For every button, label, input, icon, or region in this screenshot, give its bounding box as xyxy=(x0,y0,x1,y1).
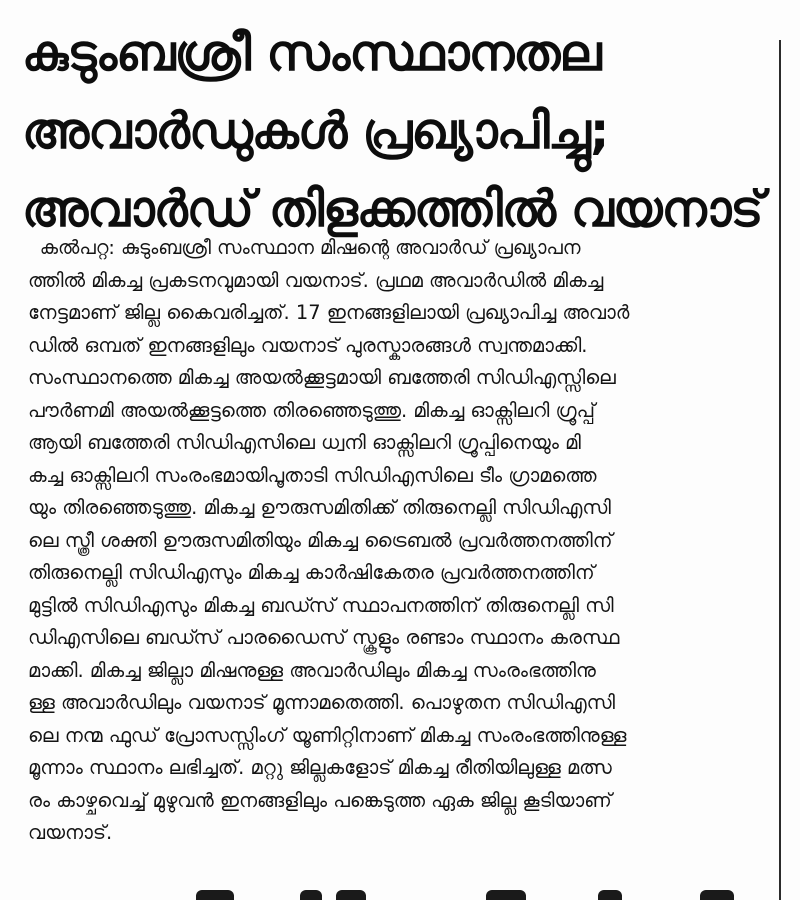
article-line: സംസ്ഥാനത്തെ മികച്ച അയൽക്കൂട്ടമായി ബത്തേരി സിഡിഎസ്സിലെ xyxy=(28,366,616,389)
article-line: യും തിരഞ്ഞെടുത്തു. മികച്ച ഊരുസമിതിക്ക് തിരുനെല്ലി സിഡിഎസി xyxy=(28,496,611,519)
article-line: ത്തിൽ മികച്ച പ്രകടനവുമായി വയനാട്. പ്രഥമ അവാർഡിൽ മികച്ച xyxy=(28,268,604,292)
cropped-glyph-fragment xyxy=(300,890,322,900)
headline-line-3: അവാർഡ് തിളക്കത്തിൽ വയനാട് xyxy=(22,180,763,238)
article-line: തിരുനെല്ലി സിഡിഎസും മികച്ച കാർഷികേതര പ്രവർത്തനത്തിന് xyxy=(28,561,595,584)
article-line: കച്ച ഓക്സിലറി സംരംഭമായിപൂതാടി സിഡിഎസിലെ ടീം ഗ്രാമത്തെ xyxy=(28,463,597,487)
cropped-glyph-fragment xyxy=(700,890,734,900)
article-line: കൽപറ്റ: കുടുംബശ്രീ സംസ്ഥാന മിഷന്റെ അവാർഡ് പ്രഖ്യാപന xyxy=(39,236,581,259)
column-divider-rule xyxy=(779,40,781,900)
article-line: നേട്ടമാണ് ജില്ല കൈവരിച്ചത്. 17 ഇനങ്ങളിലായി പ്രഖ്യാപിച്ച അവാർ xyxy=(28,301,630,324)
article-line: ആയി ബത്തേരി സിഡിഎസിലെ ധ്വനി ഓക്സിലറി ഗ്രൂപ്പിനെയും മി xyxy=(28,431,581,454)
headline-line-1: കുടുംബശ്രീ സംസ്ഥാനതല xyxy=(22,24,601,82)
headline-line-2: അവാർഡുകൾ പ്രഖ്യാപിച്ചു; xyxy=(22,102,609,160)
article-line: ഡിഎസിലെ ബഡ്സ് പാരഡൈസ് സ്കൂളും രണ്ടാം സ്ഥാനം കരസ്ഥ xyxy=(28,626,620,649)
cropped-glyph-fragment xyxy=(196,890,234,900)
article-line: ലെ നന്മ ഫുഡ് പ്രോസസ്സിംഗ് യൂണിറ്റിനാണ് മികച്ച സംരംഭത്തിനുള്ള xyxy=(28,723,627,747)
article-line: മാക്കി. മികച്ച ജില്ലാ മിഷനുള്ള അവാർഡിലും മികച്ച സംരംഭത്തിനു xyxy=(28,658,596,682)
article-line: ഡിൽ ഒമ്പത് ഇനങ്ങളിലും വയനാട് പുരസ്കാരങ്ങൾ സ്വന്തമാക്കി. xyxy=(28,333,588,357)
article-line: ലെ സ്ത്രീ ശക്തി ഊരുസമിതിയും മികച്ച ട്രൈബൽ പ്രവർത്തനത്തിന് xyxy=(28,528,613,552)
cropped-next-headline xyxy=(0,882,800,900)
headline xyxy=(22,14,772,248)
cropped-glyph-fragment xyxy=(486,890,526,900)
article-line: രം കാഴ്ചവെച്ച് മുഴുവൻ ഇനങ്ങളിലും പങ്കെടുത്ത ഏക ജില്ല കൂടിയാണ് xyxy=(28,788,612,812)
article-line: ള്ള അവാർഡിലും വയനാട് മൂന്നാമതെത്തി. പൊഴുതന സിഡിഎസി xyxy=(28,691,616,714)
article-line: മുട്ടിൽ സിഡിഎസും മികച്ച ബഡ്സ് സ്ഥാപനത്തിന് തിരുനെല്ലി സി xyxy=(28,593,614,617)
article-body xyxy=(28,232,768,850)
cropped-glyph-fragment xyxy=(336,890,366,900)
article-line: പൗർണമി അയൽക്കൂട്ടത്തെ തിരഞ്ഞെടുത്തു. മികച്ച ഓക്സിലറി ഗ്രൂപ്പ് xyxy=(28,398,595,422)
article-line: വയനാട്. xyxy=(28,821,113,844)
article-line: മൂന്നാം സ്ഥാനം ലഭിച്ചത്. മറ്റു ജില്ലകളോട് മികച്ച രീതിയിലുള്ള മത്സ xyxy=(28,756,612,779)
cropped-glyph-fragment xyxy=(598,890,622,900)
